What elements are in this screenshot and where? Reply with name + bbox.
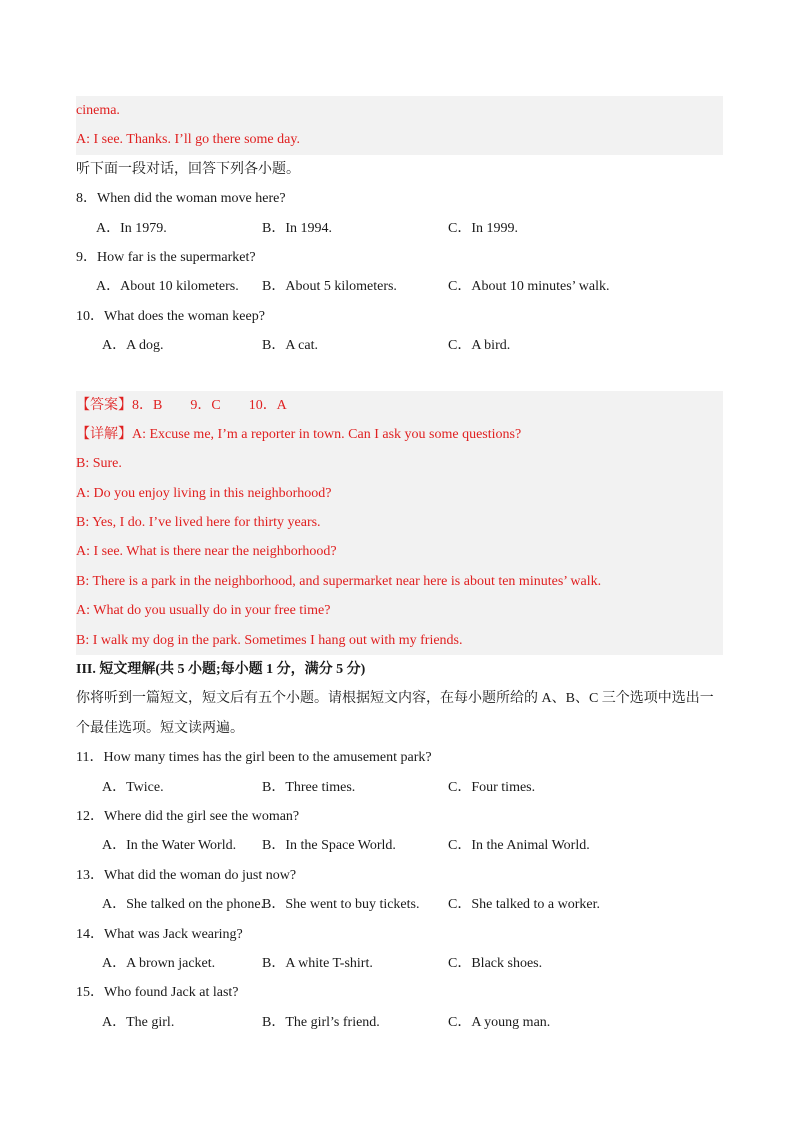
detail-line bbox=[76, 420, 723, 449]
options-15 bbox=[76, 1008, 723, 1037]
options-14 bbox=[76, 949, 723, 978]
question-15: 15．Who found Jack at last? bbox=[76, 985, 239, 1001]
dialogue-line: cinema. bbox=[76, 103, 120, 118]
option-c: C．She talked to a worker. bbox=[448, 897, 601, 913]
answer-item: 8．B bbox=[132, 397, 163, 413]
question-14: 14．What was Jack wearing? bbox=[76, 926, 243, 942]
spacer bbox=[76, 361, 723, 391]
previous-answer-block bbox=[76, 96, 723, 155]
option-c: C．In 1999. bbox=[448, 220, 518, 236]
option-b: B．In the Space World. bbox=[262, 838, 396, 854]
option-c: C．A bird. bbox=[448, 338, 511, 354]
options-8 bbox=[76, 214, 723, 243]
option-a: A．Twice. bbox=[102, 779, 164, 795]
option-a: A．In the Water World. bbox=[102, 838, 237, 854]
option-c: C．Black shoes. bbox=[448, 955, 543, 971]
dialogue-line: A: What do you usually do in your free time? bbox=[76, 603, 331, 619]
answer-explanation-block bbox=[76, 391, 723, 656]
option-b: B．The girl’s friend. bbox=[262, 1014, 380, 1030]
question-11: 11．How many times has the girl been to the amusement park? bbox=[76, 750, 432, 766]
dialogue-line: B: There is a park in the neighborhood, and supermarket near here is about ten minutes’ walk. bbox=[76, 573, 602, 589]
option-a: A．About 10 kilometers. bbox=[96, 279, 239, 295]
options-12 bbox=[76, 831, 723, 860]
option-b: B．A cat. bbox=[262, 338, 318, 354]
answer-item: 9．C bbox=[190, 397, 221, 413]
detail-tag: 【详解】 bbox=[76, 426, 132, 442]
dialogue-line: B: Sure. bbox=[76, 456, 122, 472]
question-8: 8．When did the woman move here? bbox=[76, 191, 286, 207]
answer-tag: 【答案】 bbox=[76, 397, 132, 413]
question-12: 12．Where did the girl see the woman? bbox=[76, 808, 300, 824]
options-10 bbox=[76, 331, 723, 360]
section-heading: III. 短文理解(共 5 小题;每小题 1 分，满分 5 分) bbox=[76, 662, 366, 678]
option-b: B．Three times. bbox=[262, 779, 356, 795]
listening-instruction: 听下面一段对话，回答下列各小题。 bbox=[76, 161, 300, 177]
dialogue-line: B: I walk my dog in the park. Sometimes I hang out with my friends. bbox=[76, 632, 463, 648]
options-11 bbox=[76, 773, 723, 802]
option-c: C．Four times. bbox=[448, 779, 536, 795]
option-a: A．A brown jacket. bbox=[102, 955, 216, 971]
option-b: B．A white T-shirt. bbox=[262, 955, 373, 971]
options-9 bbox=[76, 272, 723, 301]
dialogue-line: B: Yes, I do. I’ve lived here for thirty years. bbox=[76, 515, 321, 531]
document-page bbox=[76, 96, 723, 1037]
section-instruction: 个最佳选项。短文读两遍。 bbox=[76, 720, 244, 736]
option-c: C．About 10 minutes’ walk. bbox=[448, 279, 610, 295]
answer-line bbox=[76, 391, 723, 420]
question-10: 10．What does the woman keep? bbox=[76, 308, 265, 324]
option-b: B．She went to buy tickets. bbox=[262, 897, 420, 913]
option-a: A．The girl. bbox=[102, 1014, 175, 1030]
option-a: A．A dog. bbox=[102, 338, 164, 354]
option-c: C．A young man. bbox=[448, 1014, 551, 1030]
section-instruction: 你将听到一篇短文，短文后有五个小题。请根据短文内容，在每小题所给的 A、B、C 三个选项中选出一 bbox=[76, 691, 714, 707]
answer-item: 10．A bbox=[248, 397, 287, 413]
dialogue-line: A: Do you enjoy living in this neighborhood? bbox=[76, 485, 332, 501]
options-13 bbox=[76, 890, 723, 919]
option-b: B．About 5 kilometers. bbox=[262, 279, 397, 295]
dialogue-line: A: I see. Thanks. I’ll go there some day. bbox=[76, 132, 300, 148]
option-b: B．In 1994. bbox=[262, 220, 332, 236]
option-c: C．In the Animal World. bbox=[448, 838, 590, 854]
dialogue-line: A: I see. What is there near the neighborhood? bbox=[76, 544, 337, 560]
question-13: 13．What did the woman do just now? bbox=[76, 867, 297, 883]
option-a: A．In 1979. bbox=[96, 220, 167, 236]
dialogue-line: A: Excuse me, I’m a reporter in town. Can I ask you some questions? bbox=[132, 426, 522, 442]
option-a: A．She talked on the phone. bbox=[102, 897, 265, 913]
question-9: 9．How far is the supermarket? bbox=[76, 249, 256, 265]
